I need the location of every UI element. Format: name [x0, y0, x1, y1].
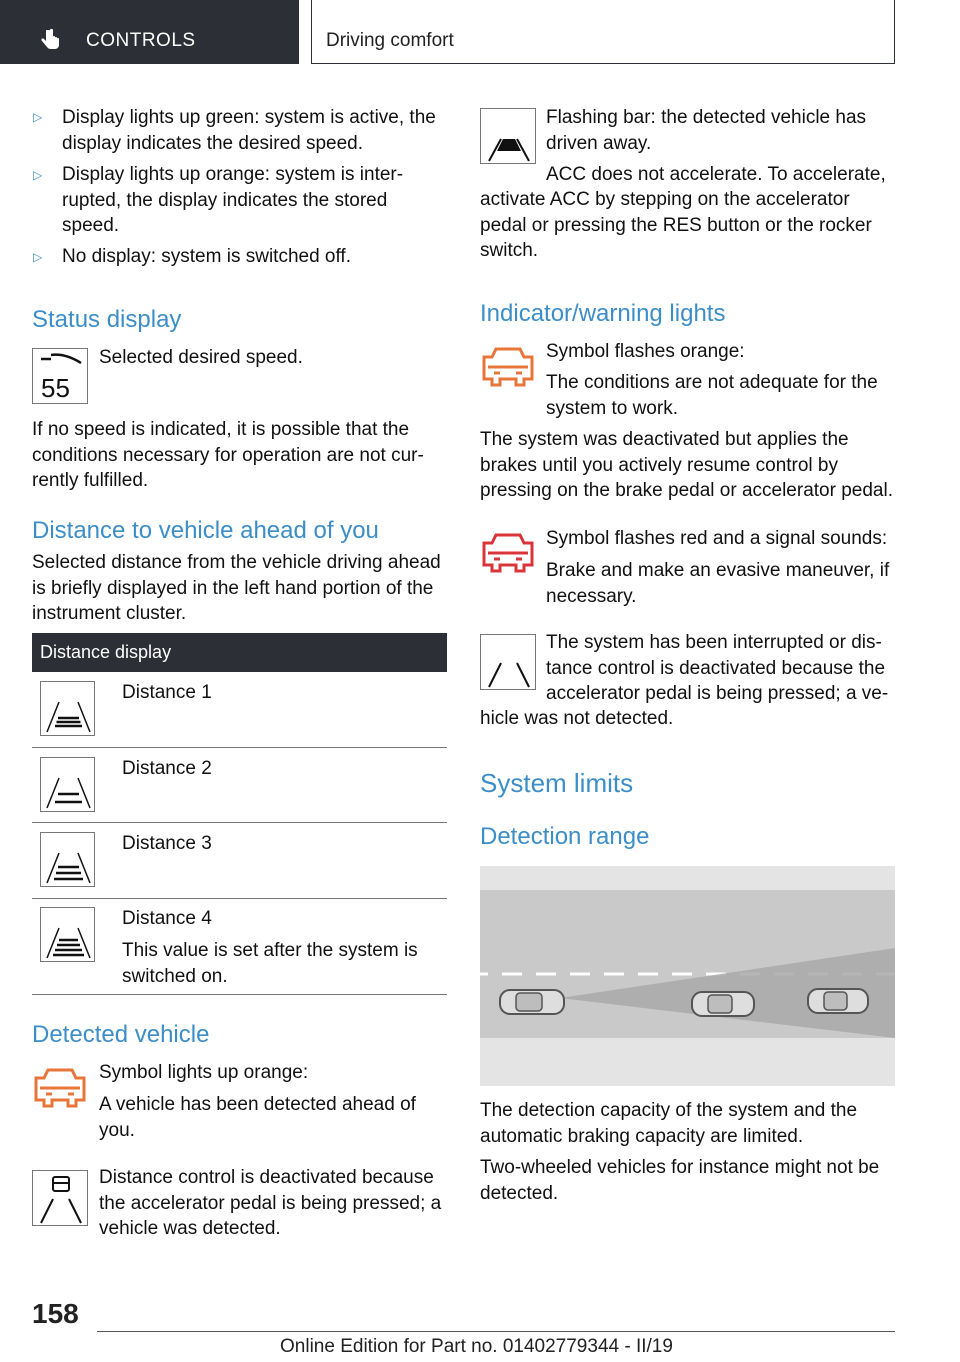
- table-cell: This value is set after the system is switched on.: [122, 940, 418, 987]
- table-cell: Distance 1: [122, 682, 212, 703]
- distance-2-icon: [40, 757, 95, 812]
- svg-text:55: 55: [41, 373, 70, 403]
- distance-4-icon: [40, 907, 95, 962]
- section-heading: Distance to vehicle ahead of you: [32, 517, 379, 544]
- divider: [32, 994, 447, 995]
- speedometer-55-icon: [32, 348, 88, 404]
- table-header: Distance display: [32, 633, 447, 672]
- paragraph: activate ACC by stepping on the accelerator pedal or pressing the RES button or the rocker switch.: [480, 189, 872, 261]
- distance-3-icon: [40, 832, 95, 887]
- section-label: CONTROLS: [86, 30, 196, 51]
- section-tab: [0, 0, 299, 64]
- lane-lines-icon: [480, 634, 536, 690]
- icon-caption: Symbol flashes orange:: [546, 341, 745, 362]
- icon-caption: Symbol flashes red and a signal sounds:: [546, 528, 888, 549]
- chapter-header: [311, 0, 895, 64]
- list-item: Display lights up orange: system is inter- rupted, the display indicates the stored speed.: [62, 164, 404, 236]
- vehicle-orange-flashing-icon: [480, 345, 536, 393]
- footer-divider: [97, 1331, 895, 1332]
- flashing-bar-icon: [480, 108, 536, 164]
- bullet-icon: ▷: [33, 110, 43, 124]
- subsection-heading: Detection range: [480, 823, 650, 850]
- paragraph: The conditions are not adequate for the system to work.: [546, 372, 878, 419]
- table-cell: Distance 4: [122, 908, 212, 929]
- section-heading: Detected vehicle: [32, 1021, 210, 1048]
- icon-caption: Selected desired speed.: [99, 347, 303, 368]
- paragraph: Selected distance from the vehicle driving ahead is briefly displayed in the left hand portion of the instrument cluster.: [32, 552, 441, 624]
- divider: [32, 898, 447, 899]
- bullet-icon: ▷: [33, 168, 43, 182]
- icon-caption: Symbol lights up orange:: [99, 1062, 309, 1083]
- table-cell: Distance 2: [122, 758, 212, 779]
- paragraph: A vehicle has been detected ahead of you.: [99, 1094, 416, 1141]
- divider: [32, 747, 447, 748]
- paragraph: If no speed is indicated, it is possible that the conditions necessary for operation are not cur- rently fulfilled.: [32, 419, 424, 491]
- paragraph-continued: hicle was not detected.: [480, 708, 674, 729]
- list-item: Display lights up green: system is active, the display indicates the desired speed.: [62, 107, 436, 154]
- chapter-title: Driving comfort: [326, 30, 454, 51]
- list-item: No display: system is switched off.: [62, 246, 351, 267]
- distance-1-icon: [40, 681, 95, 736]
- vehicle-detected-lanes-icon: [32, 1170, 88, 1226]
- paragraph: Two-wheeled vehicles for instance might not be detected.: [480, 1157, 880, 1204]
- car-ahead-icon: [692, 992, 754, 1016]
- edition-note: Online Edition for Part no. 01402779344 - II/19: [280, 1336, 673, 1357]
- hand-pointer-icon: [40, 28, 62, 52]
- detection-range-illustration: [480, 866, 895, 1086]
- vehicle-red-warning-icon: [480, 531, 536, 579]
- table-cell: Distance 3: [122, 833, 212, 854]
- page-number: 158: [32, 1298, 79, 1329]
- section-heading: Indicator/warning lights: [480, 300, 726, 327]
- vehicle-orange-icon: [32, 1066, 88, 1114]
- paragraph: Brake and make an evasive maneuver, if necessary.: [546, 560, 890, 607]
- divider: [32, 822, 447, 823]
- paragraph-first-line: ACC does not accelerate. To accelerate,: [546, 164, 886, 185]
- section-heading: Status display: [32, 306, 182, 333]
- bullet-icon: ▷: [33, 250, 43, 264]
- car-far-icon: [808, 989, 868, 1013]
- paragraph: The system has been interrupted or dis- tance control is deactivated because the accelerator pedal is being pressed; a ve-: [546, 632, 889, 704]
- car-own-icon: [500, 990, 564, 1014]
- paragraph: The system was deactivated but applies the brakes until you actively resume control by pressing on the brake pedal or accelerator pedal.: [480, 429, 893, 501]
- paragraph: The detection capacity of the system and the automatic braking capacity are limited.: [480, 1100, 858, 1147]
- paragraph: Distance control is deactivated because the accelerator pedal is being pressed; a vehicle was detected.: [99, 1167, 442, 1239]
- section-heading: System limits: [480, 768, 634, 798]
- paragraph: Flashing bar: the detected vehicle has driven away.: [546, 107, 867, 154]
